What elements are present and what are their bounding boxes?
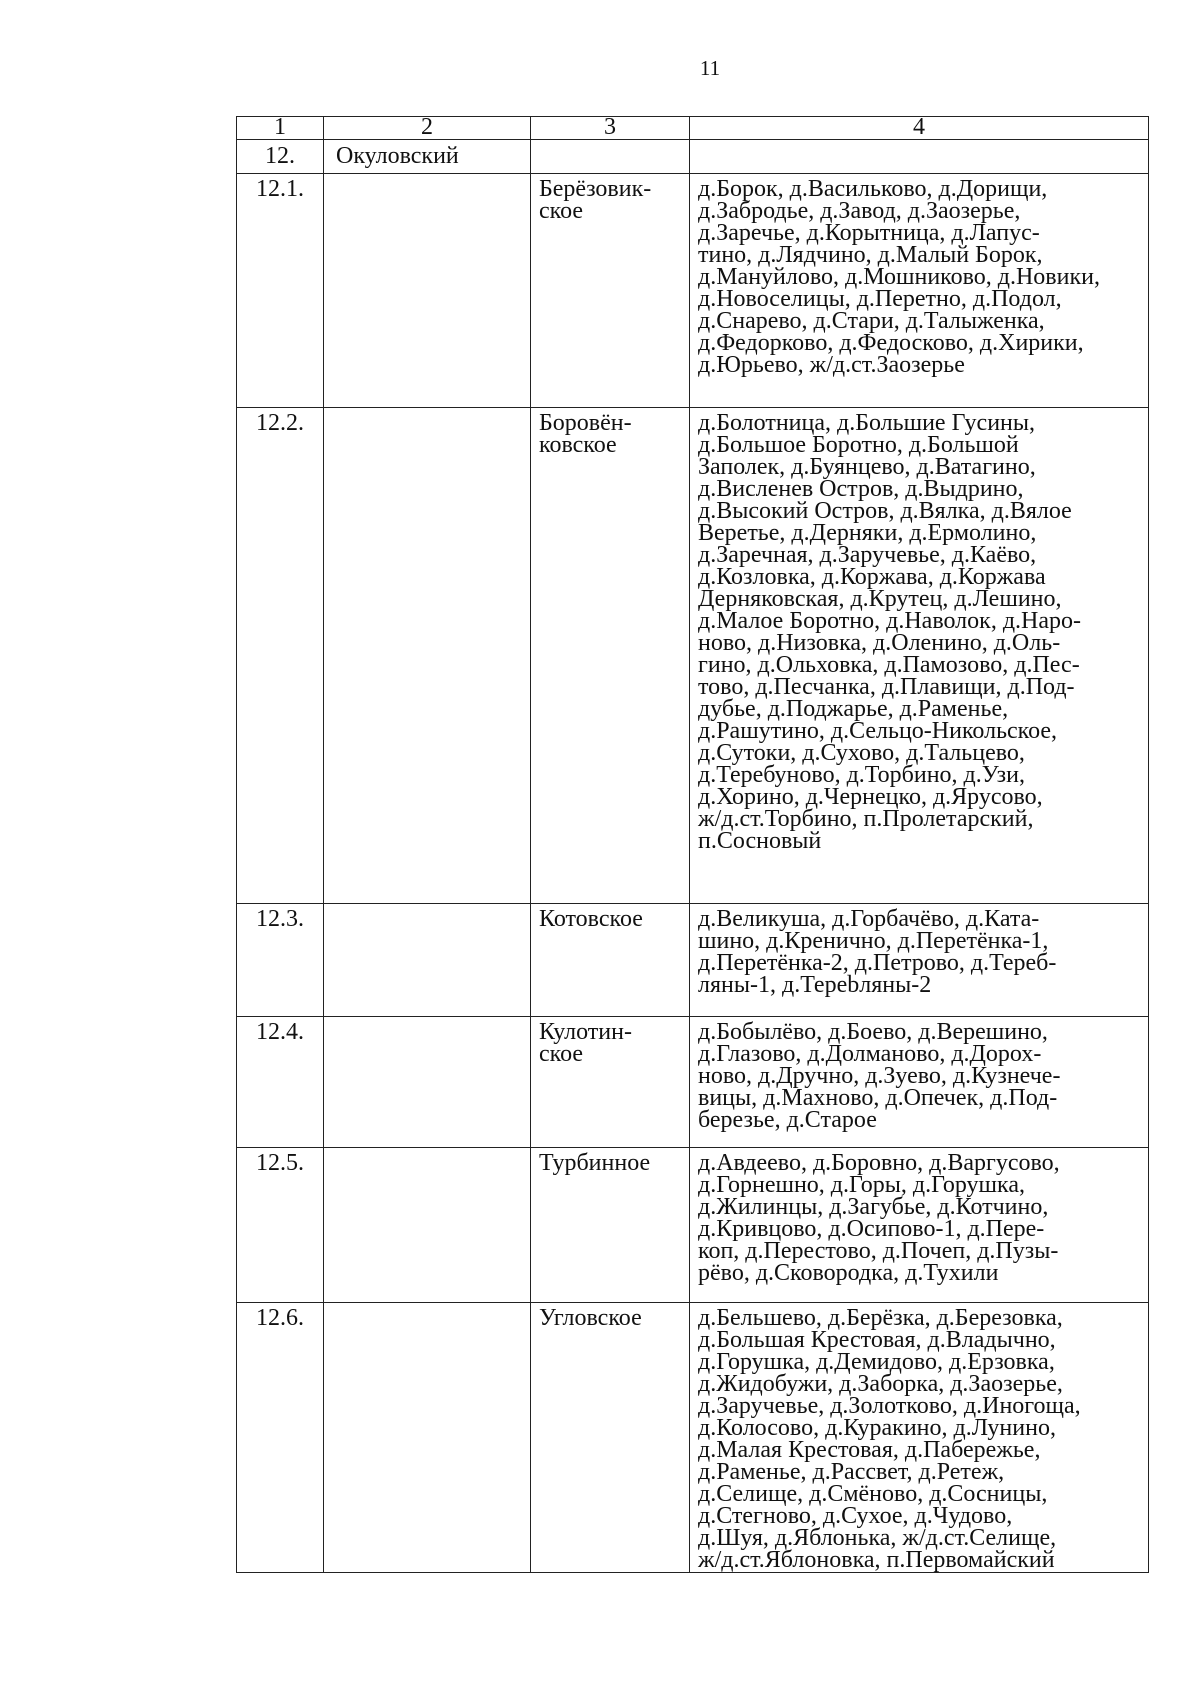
district-row [237,140,1149,174]
row-number: 12.6. [237,1303,324,1573]
table-row [237,1303,1149,1573]
row-villages: д.Авдеево, д.Боровно, д.Варгусово, д.Горнешно, д.Горы, д.Горушка, д.Жилинцы, д.Загубье, д.Котчино, д.Кривцово, д.Осипово-1, д.Пере- коп, д.Перестово, д.Почеп, д.Пузы- рёво, д.Сковородка, д.Тухили [690,1148,1149,1303]
row-district-empty [324,1303,531,1573]
row-settlement: Котовское [531,904,690,1017]
row-number: 12.4. [237,1017,324,1148]
row-settlement: Берёзовик- ское [531,174,690,408]
page-number-text: 11 [699,56,721,80]
table-row [237,174,1149,408]
row-villages: д.Великуша, д.Горбачёво, д.Ката- шино, д.Кренично, д.Перетёнка-1, д.Перетёнка-2, д.Петрово, д.Тереб- ляны-1, д.Терebляны-2 [690,904,1149,1017]
table-row [237,408,1149,904]
row-district-empty [324,1017,531,1148]
row-district-empty [324,1148,531,1303]
row-number: 12.5. [237,1148,324,1303]
row-settlement: Кулотин- ское [531,1017,690,1148]
row-villages: д.Болотница, д.Большие Гусины, д.Большое Боротно, д.Большой Заполек, д.Буянцево, д.Ватагино, д.Висленев Остров, д.Выдрино, д.Высокий Остров, д.Вялка, д.Вялое Веретье, д.Дерняки, д.Ермолино, д.Заречная, д.Заручевье, д.Каёво, д.Козловка, д.Коржава, д.Коржава Дерняковская, д.Крутец, д.Лешино, д.Малое Боротно, д.Наволок, д.Наро- ново, д.Низовка, д.Оленино, д.Оль- гино, д.Ольховка, д.Памозово, д.Пес- тово, д.Песчанка, д.Плавищи, д.Под- дубье, д.Поджарье, д.Раменье, д.Рашутино, д.Сельцо-Никольское, д.Сутоки, д.Сухово, д.Тальцево, д.Теребуново, д.Торбино, д.Узи, д.Хорино, д.Чернецко, д.Ярусово, ж/д.ст.Торбино, п.Пролетарский, п.Сосновый [690,408,1149,904]
district-empty-villages [690,140,1149,174]
row-district-empty [324,904,531,1017]
settlements-table [236,116,1149,1573]
table-row [237,1017,1149,1148]
row-villages: д.Бобылёво, д.Боево, д.Верешино, д.Глазово, д.Долманово, д.Дорох- ново, д.Дручно, д.Зуево, д.Кузнече- вицы, д.Махново, д.Опечек, д.Под- березье, д.Старое [690,1017,1149,1148]
header-col-1: 1 [237,117,324,140]
row-number: 12.3. [237,904,324,1017]
header-col-3: 3 [531,117,690,140]
district-name: Окуловский [324,140,531,174]
row-settlement: Боровён- ковское [531,408,690,904]
row-villages: д.Бельшево, д.Берёзка, д.Березовка, д.Большая Крестовая, д.Владычно, д.Горушка, д.Демидово, д.Ерзовка, д.Жидобужи, д.Заборка, д.Заозерье, д.Заручевье, д.Золотково, д.Иногоща, д.Колосово, д.Куракино, д.Лунино, д.Малая Крестовая, д.Пабережье, д.Раменье, д.Рассвет, д.Ретеж, д.Селище, д.Смёново, д.Сосницы, д.Стегново, д.Сухое, д.Чудово, д.Шуя, д.Яблонька, ж/д.ст.Селище, ж/д.ст.Яблоновка, п.Первомайский [690,1303,1149,1573]
page-number [0,56,1200,80]
table-row [237,904,1149,1017]
row-villages: д.Борок, д.Васильково, д.Дорищи, д.Забродье, д.Завод, д.Заозерье, д.Заречье, д.Корытница, д.Лапус- тино, д.Лядчино, д.Малый Борок, д.Мануйлово, д.Мошниково, д.Новики, д.Новоселицы, д.Перетно, д.Подол, д.Снарево, д.Стари, д.Талыженка, д.Федорково, д.Федосково, д.Хирики, д.Юрьево, ж/д.ст.Заозерье [690,174,1149,408]
row-district-empty [324,408,531,904]
header-col-2: 2 [324,117,531,140]
district-empty-settlement [531,140,690,174]
row-number: 12.2. [237,408,324,904]
header-col-4: 4 [690,117,1149,140]
header-row [237,117,1149,140]
row-district-empty [324,174,531,408]
row-number: 12.1. [237,174,324,408]
row-settlement: Угловское [531,1303,690,1573]
table-row [237,1148,1149,1303]
row-settlement: Турбинное [531,1148,690,1303]
district-number: 12. [237,140,324,174]
